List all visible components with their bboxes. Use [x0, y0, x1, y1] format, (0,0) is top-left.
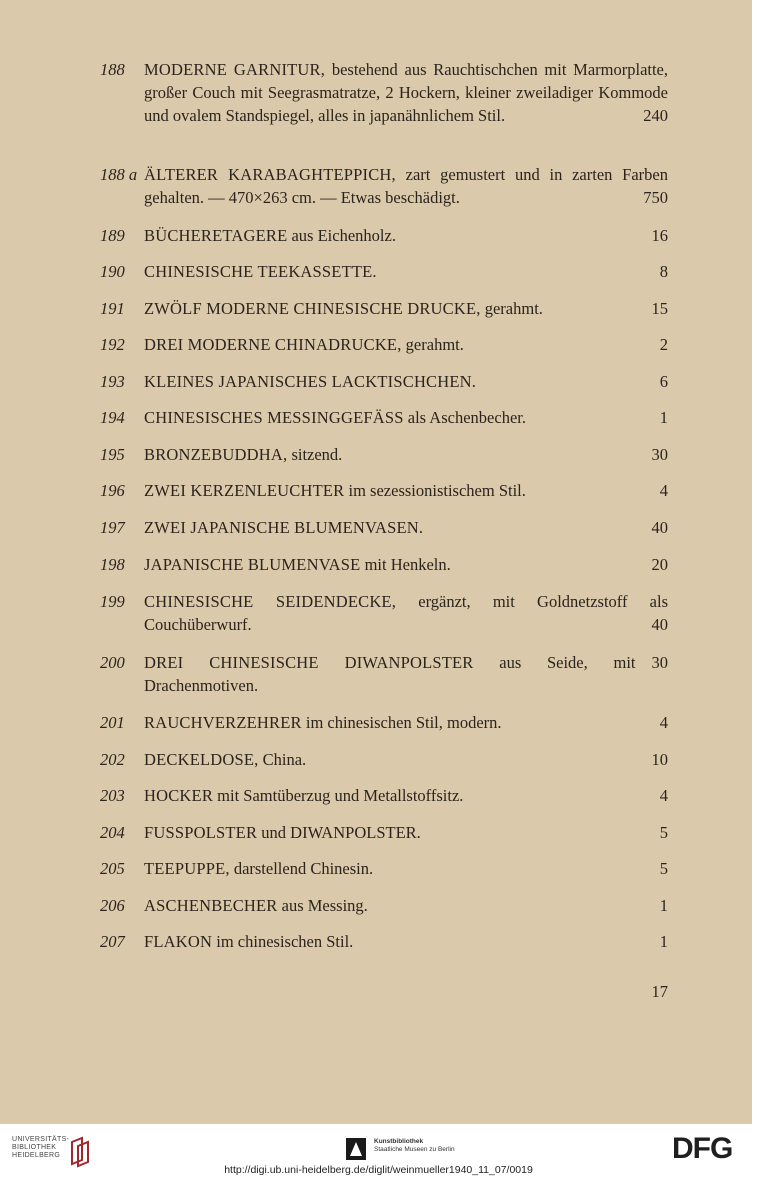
catalog-entry — [100, 224, 668, 247]
entry-price: 6 — [659, 372, 668, 391]
entry-number: 195 — [100, 445, 125, 464]
entry-price: 40 — [651, 615, 668, 634]
entry-number: 202 — [100, 750, 125, 769]
entry-description — [144, 297, 668, 320]
entry-text: mit Samtüberzug und Metallstoffsitz. — [213, 786, 464, 805]
entry-number: 191 — [100, 299, 125, 318]
entry-number: 203 — [100, 786, 125, 805]
entry-price: 5 — [659, 823, 668, 842]
entry-number: 190 — [100, 262, 125, 281]
heidelberg-logo-icon — [68, 1134, 92, 1168]
entry-title: FLAKON — [144, 932, 213, 951]
entry-text: gerahmt. — [480, 299, 543, 318]
entry-description — [144, 163, 668, 209]
kunstbibliothek-logo-icon — [346, 1138, 366, 1160]
catalog-entry — [100, 516, 668, 539]
entry-title: BRONZEBUDDHA, — [144, 445, 288, 464]
entry-title: HOCKER — [144, 786, 214, 805]
entry-text: bestehend aus Rauchtischchen mit Marmorplatte, großer Couch mit Seegrasmatratze, 2 Hockern, kleiner zweiladiger Kommode und ovalem Standspiegel, alles in japanähnlichem Stil. — [144, 60, 669, 125]
entry-number: 204 — [100, 823, 125, 842]
entry-description — [144, 479, 668, 502]
entry-description — [144, 748, 668, 771]
catalog-entry — [100, 333, 668, 356]
entry-title: ZWÖLF MODERNE CHINESISCHE DRUCKE, — [144, 299, 481, 318]
entry-text: aus Seide, mit Drachenmotiven. — [144, 653, 636, 695]
entry-text: aus Eichenholz. — [287, 226, 396, 245]
entry-price: 5 — [659, 859, 668, 878]
catalog-entry — [100, 163, 668, 209]
entry-description — [144, 894, 668, 917]
catalog-entry — [100, 260, 668, 283]
entry-number: 197 — [100, 518, 125, 537]
entry-title: BÜCHERETAGERE — [144, 226, 288, 245]
entry-text: aus Messing. — [277, 896, 368, 915]
entry-title: FUSSPOLSTER — [144, 823, 258, 842]
entry-text: darstellend Chinesin. — [229, 859, 374, 878]
entry-price: 16 — [651, 226, 668, 245]
entry-text: im chinesischen Stil. — [212, 932, 354, 951]
catalog-entry — [100, 590, 668, 636]
entry-description — [144, 333, 668, 356]
entry-title: CHINESISCHE TEEKASSETTE. — [144, 262, 377, 281]
entry-number: 198 — [100, 555, 125, 574]
entry-number: 193 — [100, 372, 125, 391]
catalog-entry — [100, 370, 668, 393]
catalog-entry — [100, 894, 668, 917]
entry-text: und DIWANPOLSTER. — [257, 823, 421, 842]
entry-description — [144, 590, 668, 636]
entry-price: 15 — [651, 299, 668, 318]
entry-description — [144, 224, 668, 247]
entry-price: 30 — [651, 445, 668, 464]
entry-price: 8 — [659, 262, 668, 281]
footer-bar — [0, 1124, 757, 1180]
entry-description — [144, 821, 668, 844]
entry-title: KLEINES JAPANISCHES LACKTISCHCHEN. — [144, 372, 477, 391]
kunstbibliothek-label — [374, 1138, 455, 1154]
entry-title: ÄLTERER KARABAGHTEPPICH, — [144, 165, 396, 184]
entry-number: 194 — [100, 408, 125, 427]
heidelberg-line: UNIVERSITÄTS- — [12, 1136, 70, 1143]
entry-description — [144, 443, 668, 466]
entry-price: 1 — [659, 408, 668, 427]
catalog-entry — [100, 443, 668, 466]
entry-description — [144, 406, 668, 429]
entry-price: 750 — [643, 188, 668, 207]
entry-number: 206 — [100, 896, 125, 915]
catalog-entry — [100, 406, 668, 429]
entry-description — [144, 651, 668, 697]
entry-price: 1 — [659, 932, 668, 951]
entry-description — [144, 857, 668, 880]
entry-description — [144, 58, 668, 127]
entry-title: ZWEI JAPANISCHE BLUMENVASEN. — [144, 518, 424, 537]
entry-price: 10 — [651, 750, 668, 769]
catalog-entry — [100, 651, 668, 697]
entry-price: 240 — [643, 106, 668, 125]
catalog-entry — [100, 748, 668, 771]
entry-text: zart gemustert und in zarten Farben gehalten. — 470×263 cm. — Etwas beschädigt. — [144, 165, 668, 207]
entry-title: RAUCHVERZEHRER — [144, 713, 302, 732]
catalog-entry — [100, 553, 668, 576]
entry-title: ASCHENBECHER — [144, 896, 278, 915]
entry-number: 196 — [100, 481, 125, 500]
heidelberg-line: BIBLIOTHEK — [12, 1144, 57, 1151]
catalog-entry — [100, 930, 668, 953]
heidelberg-library-label — [12, 1136, 69, 1160]
catalog-entry — [100, 711, 668, 734]
entry-text: ergänzt, mit Goldnetzstoff als Couchüberwurf. — [144, 592, 668, 634]
entry-number: 188 a — [100, 165, 138, 184]
entry-number: 205 — [100, 859, 125, 878]
entry-number: 189 — [100, 226, 125, 245]
catalog-entry — [100, 58, 668, 127]
entry-title: ZWEI KERZENLEUCHTER — [144, 481, 345, 500]
entry-description — [144, 711, 668, 734]
entry-price: 40 — [651, 518, 668, 537]
entry-price: 1 — [659, 896, 668, 915]
entry-title: DREI CHINESISCHE DIWANPOLSTER — [144, 653, 474, 672]
entry-description — [144, 784, 668, 807]
entry-price: 4 — [659, 713, 668, 732]
heidelberg-line: HEIDELBERG — [12, 1152, 61, 1159]
entry-description — [144, 370, 668, 393]
catalog-entry — [100, 784, 668, 807]
entry-number: 192 — [100, 335, 125, 354]
entry-price: 4 — [659, 481, 668, 500]
entry-title: CHINESISCHES MESSINGGEFÄSS — [144, 408, 404, 427]
entry-title: DECKELDOSE, — [144, 750, 259, 769]
catalog-entry — [100, 857, 668, 880]
entry-description — [144, 260, 668, 283]
dfg-logo: DFG — [672, 1132, 733, 1165]
entry-number: 207 — [100, 932, 125, 951]
kunstbibliothek-title: Kunstbibliothek — [374, 1138, 424, 1145]
entry-text: sitzend. — [287, 445, 343, 464]
kunstbibliothek-subtitle: Staatliche Museen zu Berlin — [374, 1146, 455, 1153]
catalog-entry — [100, 297, 668, 320]
entry-description — [144, 553, 668, 576]
entry-description — [144, 516, 668, 539]
entry-price: 30 — [651, 653, 668, 672]
entry-text: China. — [258, 750, 307, 769]
entry-text: mit Henkeln. — [360, 555, 451, 574]
entry-text: im sezessionistischem Stil. — [344, 481, 526, 500]
entry-title: MODERNE GARNITUR, — [144, 60, 326, 79]
entry-text: im chinesischen Stil, modern. — [301, 713, 502, 732]
entry-title: TEEPUPPE, — [144, 859, 230, 878]
entry-price: 2 — [659, 335, 668, 354]
entry-price: 20 — [651, 555, 668, 574]
entry-number: 200 — [100, 653, 125, 672]
source-url[interactable]: http://digi.ub.uni-heidelberg.de/diglit/weinmueller1940_11_07/0019 — [224, 1164, 533, 1176]
entry-title: JAPANISCHE BLUMENVASE — [144, 555, 361, 574]
entry-title: CHINESISCHE SEIDENDECKE, — [144, 592, 397, 611]
entry-number: 199 — [100, 592, 125, 611]
catalog-entry — [100, 479, 668, 502]
page-number: 17 — [651, 982, 668, 1001]
entry-description — [144, 930, 668, 953]
entry-title: DREI MODERNE CHINADRUCKE, — [144, 335, 402, 354]
entry-text: gerahmt. — [401, 335, 464, 354]
catalog-entry — [100, 821, 668, 844]
entry-text: als Aschenbecher. — [403, 408, 526, 427]
entry-number: 201 — [100, 713, 125, 732]
entry-price: 4 — [659, 786, 668, 805]
entry-number: 188 — [100, 60, 125, 79]
